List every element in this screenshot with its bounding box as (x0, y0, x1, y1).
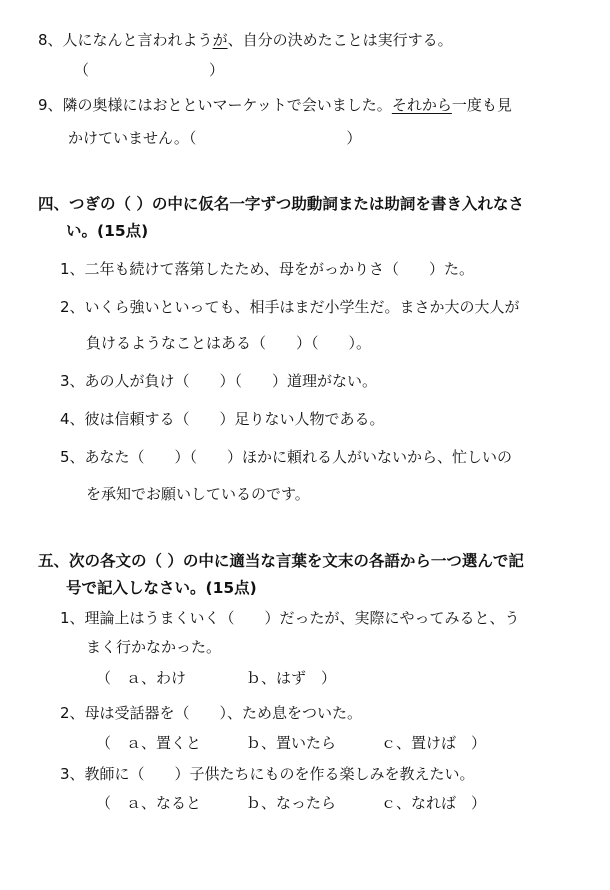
section-5-heading-cont: 号で記入しなさい。(15点) (66, 579, 257, 597)
s5-question-2-options: （ ａ、置くと ｂ、置いたら ｃ、置けば ） (96, 734, 487, 752)
answer-blank[interactable]: （ ） (74, 61, 225, 79)
question-9-continued: かけていません。（ ） (68, 129, 362, 147)
question-text: 隣の奥様にはおとといマーケットで会いました。 (62, 96, 392, 114)
s4-question-5-cont: を承知でお願いしているのです。 (86, 485, 310, 503)
s5-question-1-options: （ ａ、わけ ｂ、はず ） (96, 669, 337, 687)
question-8 (38, 30, 453, 50)
s4-question-4: 4、彼は信頼する（ ）足りない人物である。 (60, 410, 385, 428)
question-9 (38, 95, 512, 115)
question-number: 9、 (38, 96, 63, 114)
question-number: 8、 (38, 31, 63, 49)
question-text: 一度も見 (451, 96, 512, 114)
question-text: 、自分の決めたことは実行する。 (227, 31, 453, 49)
underlined-word: が (212, 31, 228, 49)
section-5-heading: 五、次の各文の（ ）の中に適当な言葉を文末の各語から一つ選んで記 (38, 552, 524, 570)
s4-question-2: 2、いくら強いといっても、相手はまだ小学生だ。まさか大の大人が (60, 298, 520, 316)
s5-question-3-options: （ ａ、なると ｂ、なったら ｃ、なれば ） (96, 794, 487, 812)
s4-question-1: 1、二年も続けて落第したため、母をがっかりさ（ ）た。 (60, 260, 474, 278)
s4-question-2-cont: 負けるようなことはある（ ）（ ）。 (86, 334, 372, 352)
question-text: 人になんと言われよう (62, 31, 213, 49)
s4-question-3: 3、あの人が負け（ ）（ ）道理がない。 (60, 372, 378, 390)
s4-question-5: 5、あなた（ ）（ ）ほかに頼れる人がいないから、忙しいの (60, 448, 513, 466)
section-4-heading: 四、つぎの（ ）の中に仮名一字ずつ助動詞または助詞を書き入れなさ (38, 195, 524, 213)
s5-question-2: 2、母は受話器を（ ）、ため息をついた。 (60, 704, 363, 722)
s5-question-1: 1、理論上はうまくいく（ ）だったが、実際にやってみると、う (60, 609, 520, 627)
s5-question-3: 3、教師に（ ）子供たちにものを作る楽しみを教えたい。 (60, 765, 475, 783)
s5-question-1-cont: まく行かなかった。 (86, 638, 222, 656)
section-4-heading-cont: い。(15点) (66, 222, 149, 240)
underlined-word: それから (391, 96, 452, 114)
